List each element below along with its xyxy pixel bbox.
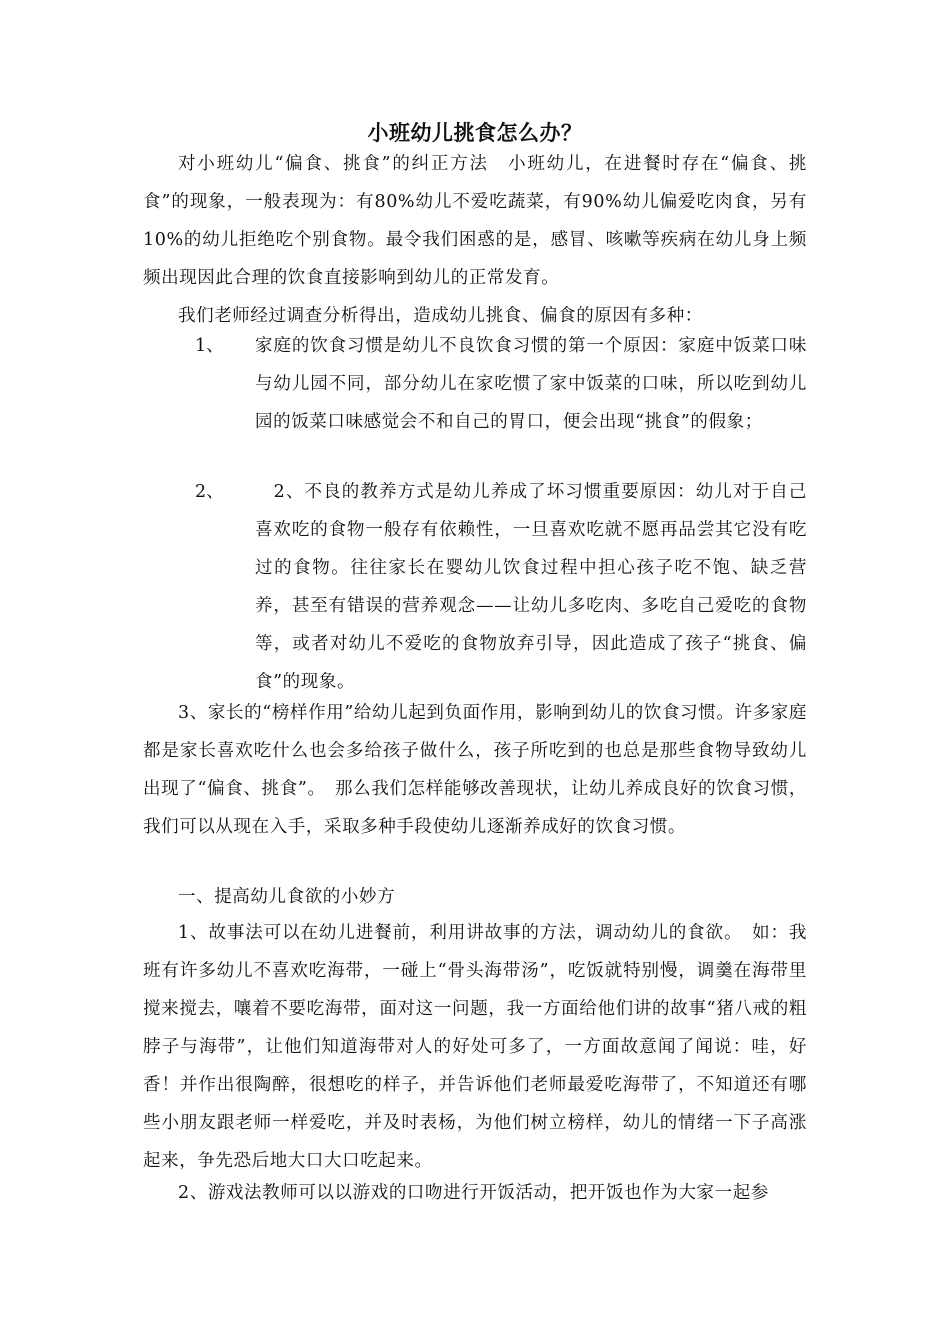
paragraph-causes-intro: 我们老师经过调查分析得出，造成幼儿挑食、偏食的原因有多种： — [178, 306, 703, 326]
section-heading: 一、提高幼儿食欲的小妙方 — [178, 887, 396, 907]
paragraph-game-method: 2、游戏法教师可以以游戏的口吻进行开饭活动，把开饭也作为大家一起参 — [178, 1183, 769, 1203]
paragraph-intro: 对小班幼儿“偏食、挑食”的纠正方法 小班幼儿，在进餐时存在“偏食、挑食”的现象，一般表现为：有80%幼儿不爱吃蔬菜，有90%幼儿偏爱吃肉食，另有10%的幼儿拒绝吃个别食物。最令我们困惑的是，感冒、咳嗽等疾病在幼儿身上频频出现因此合理的饮食直接影响到幼儿的正常发育。 — [143, 154, 807, 288]
document-title: 小班幼儿挑食怎么办？ — [367, 120, 583, 145]
list-item-2-text: 2、不良的教养方式是幼儿养成了坏习惯重要原因：幼儿对于自己喜欢吃的食物一般存有依赖性，一旦喜欢吃就不愿再品尝其它没有吃过的食物。往往家长在婴幼儿饮食过程中担心孩子吃不饱、缺乏营养，甚至有错误的营养观念——让幼儿多吃肉、多吃自己爱吃的食物等，或者对幼儿不爱吃的食物放弃引导，因此造成了孩子“挑食、偏食”的现象。 — [255, 482, 807, 692]
list-item-1-number: 1、 — [195, 336, 224, 356]
list-item-2-number: 2、 — [195, 482, 224, 502]
paragraph-story-method: 1、故事法可以在幼儿进餐前，利用讲故事的方法，调动幼儿的食欲。 如：我班有许多幼儿不喜欢吃海带，一碰上“骨头海带汤”，吃饭就特别慢，调羹在海带里搅来搅去，嚷着不要吃海带，面对这一问题，我一方面给他们讲的故事“猪八戒的粗脖子与海带”，让他们知道海带对人的好处可多了，一方面故意闻了闻说：哇，好香！并作出很陶醉，很想吃的样子，并告诉他们老师最爱吃海带了，不知道还有哪些小朋友跟老师一样爱吃，并及时表杨，为他们树立榜样，幼儿的情绪一下子高涨起来，争先恐后地大口大口吃起来。 — [143, 923, 807, 1171]
paragraph-parent-role: 3、家长的“榜样作用”给幼儿起到负面作用，影响到幼儿的饮食习惯。许多家庭都是家长喜欢吃什么也会多给孩子做什么，孩子所吃到的也总是那些食物导致幼儿出现了“偏食、挑食”。 那么我们怎样能够改善现状，让幼儿养成良好的饮食习惯，我们可以从现在入手，采取多种手段使幼儿逐渐养成好的饮食习惯。 — [143, 703, 807, 837]
list-item-1-text: 家庭的饮食习惯是幼儿不良饮食习惯的第一个原因：家庭中饭菜口味与幼儿园不同，部分幼儿在家吃惯了家中饭菜的口味，所以吃到幼儿园的饭菜口味感觉会不和自己的胃口，便会出现“挑食”的假象； — [255, 336, 807, 432]
